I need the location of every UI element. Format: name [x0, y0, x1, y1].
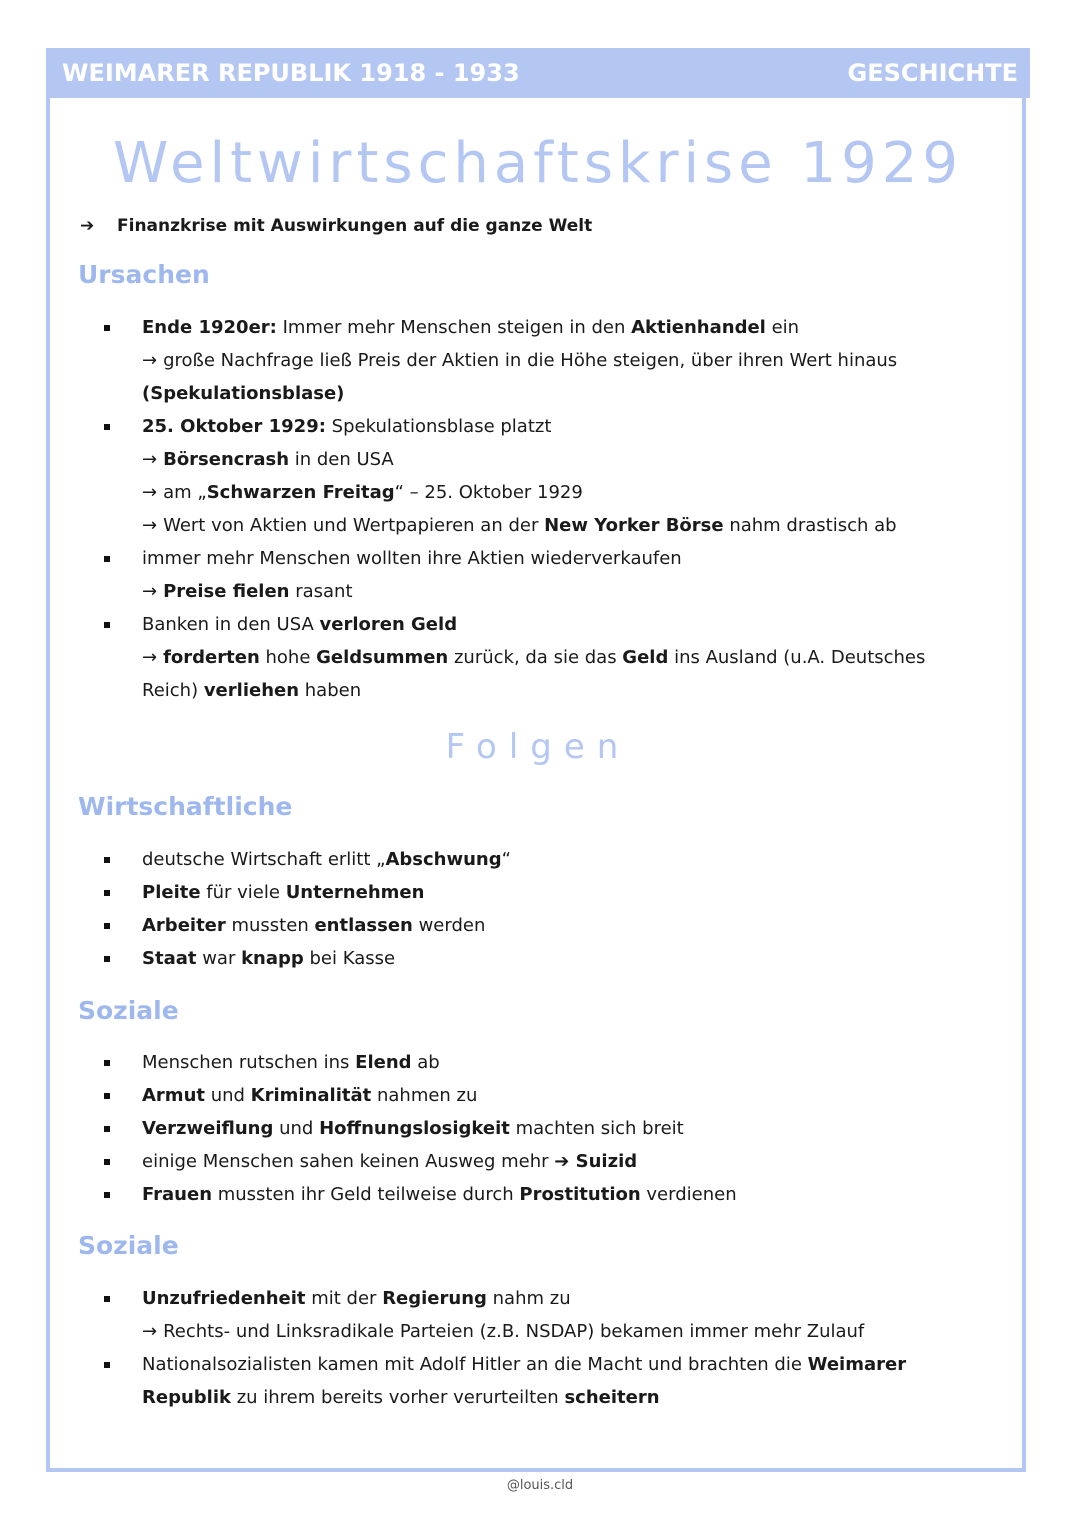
heading-soziale: Soziale: [78, 996, 179, 1025]
arrow-icon: →: [142, 647, 158, 668]
list-item: Pleite für viele Unternehmen: [104, 876, 984, 909]
bullet-icon: [104, 1192, 110, 1198]
bullet-icon: [104, 622, 110, 628]
bullet-icon: [104, 325, 110, 331]
list-item: Staat war knapp bei Kasse: [104, 942, 984, 975]
bullet-icon: [104, 1093, 110, 1099]
arrow-icon: ➔: [554, 1151, 570, 1172]
arrow-icon: ➔: [80, 216, 95, 236]
list-item: deutsche Wirtschaft erlitt „Abschwung“: [104, 843, 984, 876]
list-item: immer mehr Menschen wollten ihre Aktien wiederverkaufen → Preise fielen rasant: [104, 542, 984, 608]
header-left: WEIMARER REPUBLIK 1918 - 1933: [62, 59, 520, 87]
list-item: Menschen rutschen ins Elend ab: [104, 1046, 984, 1079]
header-bar: [46, 48, 1030, 98]
list-ursachen: [104, 311, 984, 707]
bullet-icon: [104, 857, 110, 863]
arrow-icon: →: [142, 1321, 158, 1342]
page-title: Weltwirtschaftskrise 1929: [113, 131, 963, 196]
arrow-icon: →: [142, 482, 158, 503]
bullet-icon: [104, 1362, 110, 1368]
arrow-icon: →: [142, 350, 158, 371]
list-item: Unzufriedenheit mit der Regierung nahm zu → Rechts- und Linksradikale Parteien (z.B. NSDAP) bekamen immer mehr Zulauf: [104, 1282, 984, 1348]
bullet-icon: [104, 1159, 110, 1165]
list-soziale-2: [104, 1282, 984, 1414]
bullet-icon: [104, 1126, 110, 1132]
bullet-icon: [104, 1060, 110, 1066]
heading-ursachen: Ursachen: [78, 260, 210, 289]
heading-wirtschaftliche: Wirtschaftliche: [78, 792, 293, 821]
list-soziale: [104, 1046, 984, 1211]
list-item: Frauen mussten ihr Geld teilweise durch Prostitution verdienen: [104, 1178, 984, 1211]
heading-folgen: Folgen: [445, 727, 631, 767]
list-item: Banken in den USA verloren Geld → forderten hohe Geldsummen zurück, da sie das Geld ins Ausland (u.A. Deutsches Reich) verliehen haben: [104, 608, 984, 707]
bullet-icon: [104, 1296, 110, 1302]
bullet-icon: [104, 556, 110, 562]
bullet-icon: [104, 956, 110, 962]
list-item: Ende 1920er: Immer mehr Menschen steigen in den Aktienhandel ein → große Nachfrage ließ Preis der Aktien in die Höhe steigen, über ihren Wert hinaus (Spekulationsblase): [104, 311, 984, 410]
list-item: Armut und Kriminalität nahmen zu: [104, 1079, 984, 1112]
heading-soziale-2: Soziale: [78, 1231, 179, 1260]
arrow-icon: →: [142, 581, 158, 602]
bullet-icon: [104, 890, 110, 896]
arrow-icon: →: [142, 515, 158, 536]
header-right: GESCHICHTE: [847, 59, 1018, 87]
list-item: Verzweiflung und Hoffnungslosigkeit machten sich breit: [104, 1112, 984, 1145]
footer-credit: @louis.cld: [506, 1478, 574, 1493]
bullet-icon: [104, 424, 110, 430]
list-item: Arbeiter mussten entlassen werden: [104, 909, 984, 942]
arrow-icon: →: [142, 449, 158, 470]
list-item: Nationalsozialisten kamen mit Adolf Hitler an die Macht und brachten die Weimarer Republik zu ihrem bereits vorher verurteilten scheitern: [104, 1348, 984, 1414]
list-item: 25. Oktober 1929: Spekulationsblase platzt → Börsencrash in den USA → am „Schwarzen Freitag“ – 25. Oktober 1929 → Wert von Aktien und Wertpapieren an der New Yorker Börse nahm drastisch ab: [104, 410, 984, 542]
lead-text: Finanzkrise mit Auswirkungen auf die ganze Welt: [117, 216, 593, 236]
lead-line: [80, 216, 592, 236]
list-item: einige Menschen sahen keinen Ausweg mehr ➔ Suizid: [104, 1145, 984, 1178]
list-wirtschaftliche: [104, 843, 984, 975]
bullet-icon: [104, 923, 110, 929]
